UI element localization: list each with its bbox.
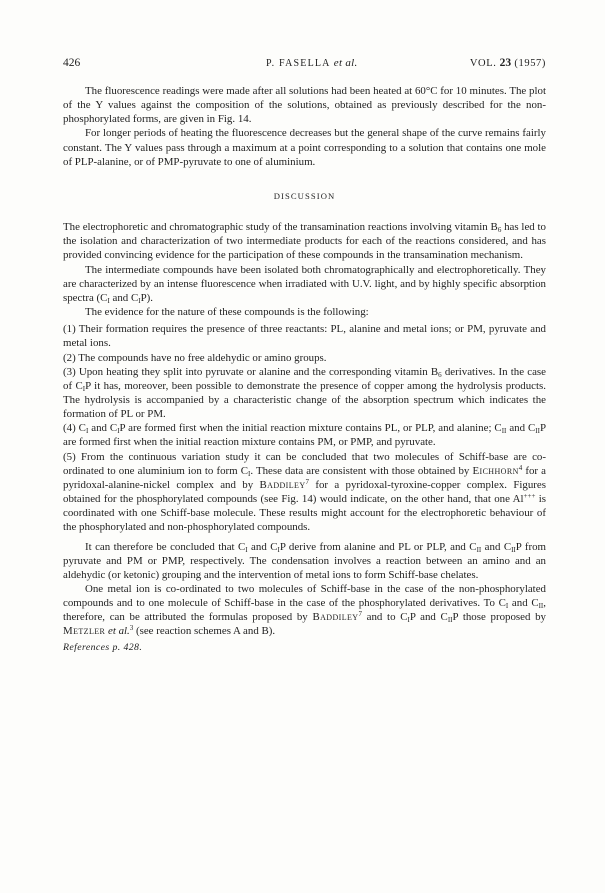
paragraph-evidence-lead: The evidence for the nature of these compounds is the following: [85, 306, 369, 319]
section-heading: DISCUSSION [273, 190, 336, 201]
author-name: P. FASELLA [266, 58, 331, 69]
references-note: References p. 428. [63, 641, 143, 653]
running-head-authors [266, 57, 358, 69]
cited-author: Baddiley [259, 478, 306, 491]
list-item-5: (5) From the continuous variation study it can be concluded that two molecules of Schiff-base are co-ordinated to one aluminium ion to form $C_I$. These data are consistent with those obtained by Eichhorn$^4$ for a pyridoxal-alanine-nickel complex and by Baddiley$^7$ for a pyridoxal-tyroxine-copper complex. Figures obtained for the phosphorylated compounds (see Fig. 14) would indicate, on the other hand, that one Al+++ is coordinated with one Schiff-base molecule. These results might account for the electrophoretic behaviour of the phosphorylated and non-phosphorylated compounds. [63, 450, 546, 534]
list-item-1: (1) Their formation requires the presence of three reactants: PL, alanine and metal ions; or PM, pyruvate and metal ions. [63, 323, 546, 350]
list-item-4: (4) $C_I$ and $C_IP$ are formed first when the initial reaction mixture contains PL, or PLP, and alanine; $C_{II}$ and $C_{II}P$ are formed first when the initial reaction mixture contains PM, or PMP, and pyruvate. [63, 422, 547, 449]
paragraph-fluorescence-readings: The fluorescence readings were made after all solutions had been heated at 60°C for 10 minutes. The plot of the Y values against the composition of the solutions, obtained as previously described for the non-phosphorylated forms, are given in Fig. 14. [63, 85, 546, 126]
volume-year: (1957) [514, 58, 546, 69]
running-head-volume [470, 57, 546, 69]
running-head [63, 57, 546, 73]
author-etal: et al. [333, 57, 358, 69]
cited-author: Eichhorn [472, 464, 519, 477]
paragraph-longer-heating: For longer periods of heating the fluorescence decreases but the general shape of the curve remains fairly constant. The Y values pass through a maximum at a point corresponding to a solution that contains one mole of PLP-alanine, or of PMP-pyruvate to one of aluminium. [63, 127, 546, 168]
volume-number: 23 [499, 57, 512, 69]
paragraph-discussion-intro: The electrophoretic and chromatographic study of the transamination reactions involving vitamin $B_6$ has led to the isolation and characterization of two intermediate products for each of the reactions considered, and has provided convincing evidence for the participation of these compounds in the transamination mechanism. [63, 221, 546, 262]
paragraph-metal-ion: One metal ion is co-ordinated to two molecules of Schiff-base in the case of the non-phosphorylated compounds and to one molecule of Schiff-base in the case of the phosphorylated derivatives. To $C_I$ and $C_{II}$, therefore, can be attributed the formulas proposed by Baddiley$^7$ and to $C_IP$ and $C_{II}P$ those proposed by Metzler et al.$^3$ (see reaction schemes A and B). [63, 583, 547, 638]
cited-author: Baddiley [312, 611, 359, 624]
volume-label: VOL. [469, 58, 497, 69]
cited-author: Metzler [63, 625, 106, 638]
page-number: 426 [63, 57, 81, 69]
list-item-3: (3) Upon heating they split into pyruvate or alanine and the corresponding vitamin $B_6$ derivatives. In the case of $C_IP$ it has, moreover, been possible to demonstrate the presence of copper among the hydrolysis products. The hydrolysis is accompanied by a characteristic change of the absorption spectrum which indicates the formation of PL or PM. [63, 365, 547, 421]
list-item-2: (2) The compounds have no free aldehydic or amino groups. [63, 351, 327, 364]
body-text [63, 84, 546, 655]
paragraph-conclusion: It can therefore be concluded that $C_I$ and $C_IP$ derive from alanine and PL or PLP, and $C_{II}$ and $C_{II}P$ from pyruvate and PM or PMP, respectively. The condensation involves a reaction between an amino and an aldehydic (or ketonic) grouping and the intervention of metal ions to form Schiff-base chelates. [63, 540, 547, 581]
paragraph-intermediate-compounds: The intermediate compounds have been isolated both chromatographically and electrophoretically. They are characterized by an intense fluorescence when irradiated with U.V. light, and by highly specific absorption spectra ($C_I$ and $C_IP$). [63, 263, 546, 305]
